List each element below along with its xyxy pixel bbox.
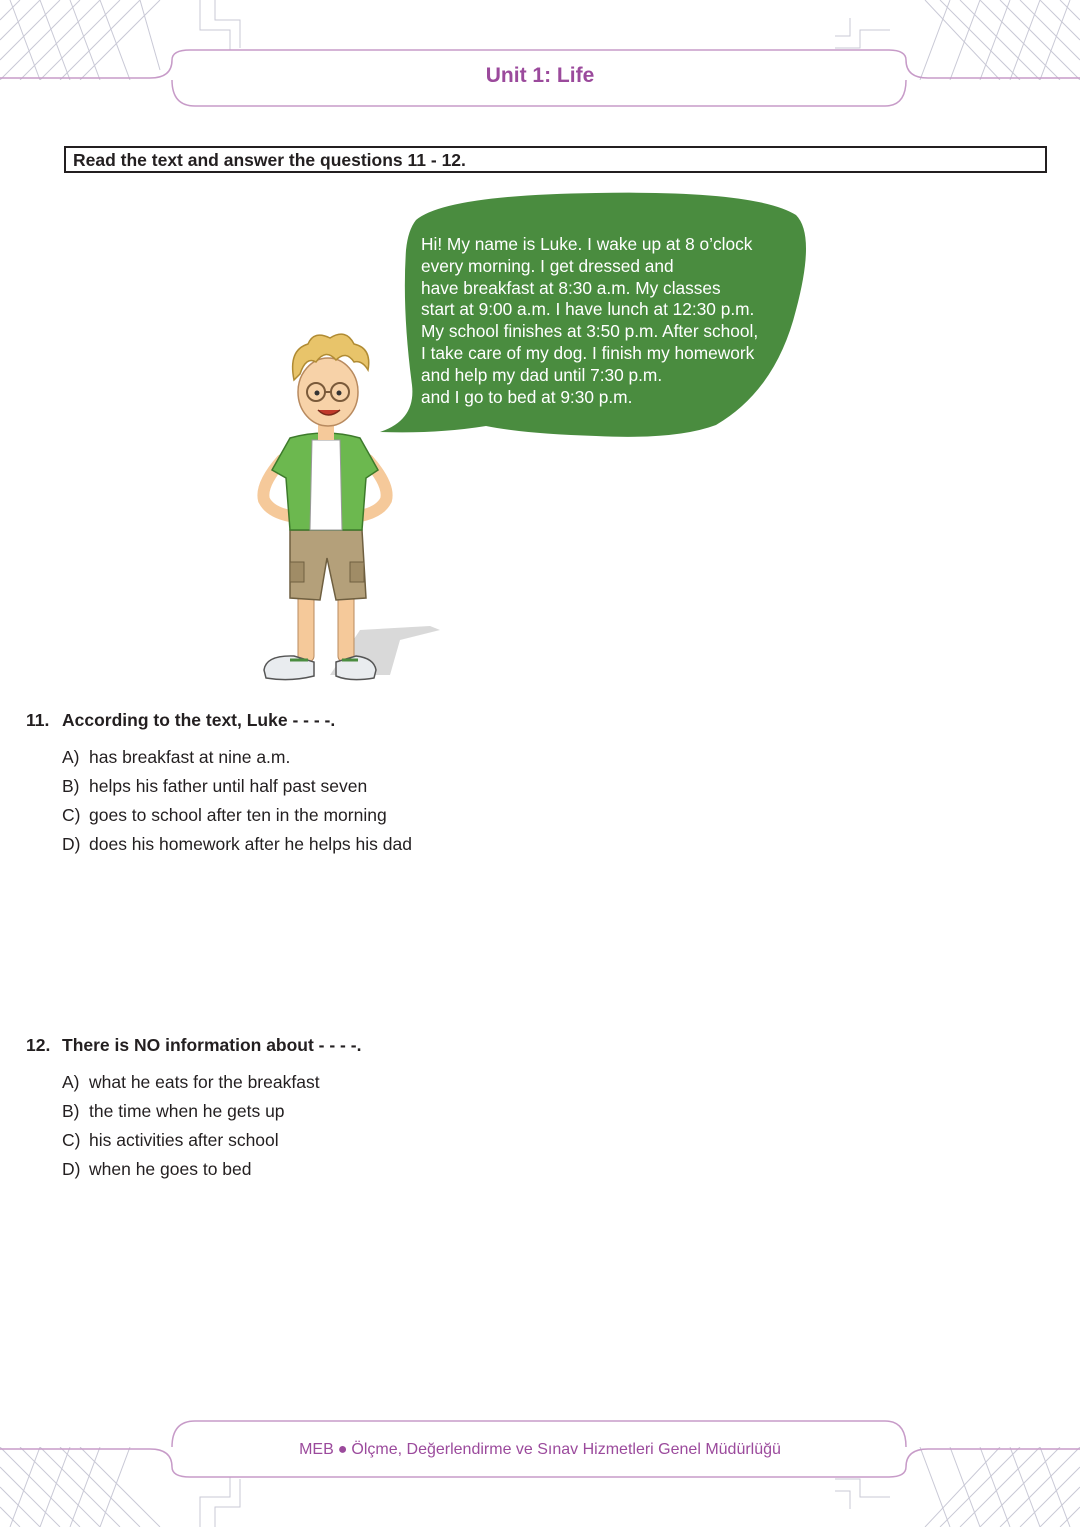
bubble-line: My school finishes at 3:50 p.m. After school, bbox=[421, 321, 759, 342]
option-text: does his homework after he helps his dad bbox=[89, 834, 412, 854]
option-text: has breakfast at nine a.m. bbox=[89, 747, 291, 767]
option-letter: A) bbox=[62, 1072, 80, 1092]
footer-credit bbox=[0, 1441, 1080, 1459]
option-text: helps his father until half past seven bbox=[89, 776, 368, 796]
bullet-icon: ● bbox=[337, 1441, 348, 1458]
option-letter: B) bbox=[62, 1101, 80, 1121]
instruction-box: Read the text and answer the questions 11 - 12. bbox=[64, 146, 1047, 173]
option-letter: D) bbox=[62, 834, 81, 854]
option-a[interactable] bbox=[62, 1072, 320, 1101]
bubble-line: Hi! My name is Luke. I wake up at 8 o’clock bbox=[421, 234, 753, 254]
question-text: According to the text, Luke - - - -. bbox=[62, 710, 336, 730]
option-d[interactable] bbox=[62, 1159, 320, 1188]
option-a[interactable] bbox=[62, 747, 412, 776]
option-b[interactable] bbox=[62, 776, 412, 805]
bubble-line: every morning. I get dressed and bbox=[421, 255, 674, 276]
option-text: when he goes to bed bbox=[89, 1159, 252, 1179]
option-letter: D) bbox=[62, 1159, 81, 1179]
question-number: 12. bbox=[26, 1035, 51, 1055]
option-c[interactable] bbox=[62, 1130, 320, 1159]
option-letter: B) bbox=[62, 776, 80, 796]
footer-directorate: Ölçme, Değerlendirme ve Sınav Hizmetleri Genel Müdürlüğü bbox=[351, 1441, 781, 1458]
option-d[interactable] bbox=[62, 834, 412, 863]
option-c[interactable] bbox=[62, 805, 412, 834]
option-text: his activities after school bbox=[89, 1130, 279, 1150]
option-b[interactable] bbox=[62, 1101, 320, 1130]
unit-title: Unit 1: Life bbox=[485, 64, 595, 87]
bubble-line: I take care of my dog. I finish my homework bbox=[421, 342, 755, 363]
speech-bubble-text bbox=[421, 234, 791, 408]
question-text: There is NO information about - - - -. bbox=[62, 1035, 362, 1055]
question-11-options bbox=[62, 747, 412, 863]
question-12 bbox=[26, 1035, 361, 1056]
footer-meb: MEB bbox=[299, 1441, 334, 1458]
question-11 bbox=[26, 710, 335, 731]
option-letter: C) bbox=[62, 805, 81, 825]
bubble-line: and help my dad until 7:30 p.m. bbox=[421, 364, 663, 385]
option-text: the time when he gets up bbox=[89, 1101, 285, 1121]
question-12-options bbox=[62, 1072, 320, 1188]
luke-character-illustration bbox=[250, 330, 450, 690]
bubble-line: have breakfast at 8:30 a.m. My classes bbox=[421, 277, 721, 298]
question-number: 11. bbox=[26, 710, 50, 730]
option-letter: A) bbox=[62, 747, 80, 767]
bubble-line: start at 9:00 a.m. I have lunch at 12:30 p.m. bbox=[421, 299, 755, 320]
option-letter: C) bbox=[62, 1130, 81, 1150]
option-text: goes to school after ten in the morning bbox=[89, 805, 387, 825]
bubble-line: and I go to bed at 9:30 p.m. bbox=[421, 386, 633, 407]
option-text: what he eats for the breakfast bbox=[89, 1072, 320, 1092]
